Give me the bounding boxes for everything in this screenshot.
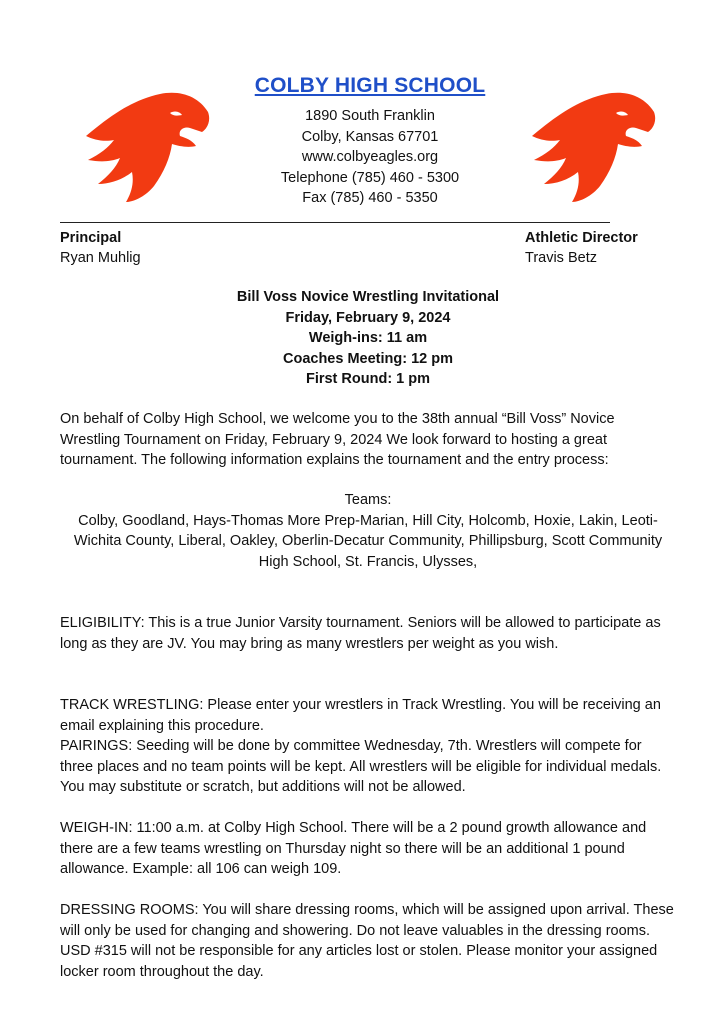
intro-paragraph: On behalf of Colby High School, we welcome you to the 38th annual “Bill Voss” Novice Wrestling Tournament on Friday, February 9, 2024 We look forward to hosting a great tournament. The following information explains the tournament and the entry process: <box>60 411 615 468</box>
principal-title: Principal <box>60 230 122 246</box>
event-details <box>60 287 676 390</box>
weigh-in-block <box>60 818 676 880</box>
pairings-paragraph: PAIRINGS: Seeding will be done by committee Wednesday, 7th. Wrestlers will compete for three places and no team points will be kept. All wrestlers will be eligible for individual medals. You may substitute or scratch, but additions will not be allowed. <box>60 738 662 795</box>
dressing-rooms-block <box>60 900 676 982</box>
address-street: 1890 South Franklin <box>305 108 435 124</box>
school-header <box>230 74 510 209</box>
teams-list: Colby, Goodland, Hays-Thomas More Prep-Marian, Hill City, Holcomb, Hoxie, Lakin, Leoti-Wichita County, Liberal, Oakley, Oberlin-Decatur Community, Phillipsburg, Scott Community High School, St. Francis, Ulysses, <box>73 512 663 570</box>
fax-text: Fax (785) 460 - 5350 <box>302 190 438 206</box>
teams-heading: Teams: <box>344 492 392 508</box>
eagle-logo-left-svg <box>80 76 212 204</box>
eagle-head-icon <box>526 76 658 204</box>
school-name-link[interactable]: COLBY HIGH SCHOOL <box>254 74 486 97</box>
teams-block <box>60 490 676 572</box>
athletic-director-name: Travis Betz <box>525 250 597 266</box>
event-coaches-meeting: Coaches Meeting: 12 pm <box>282 350 453 367</box>
track-wrestling-paragraph: TRACK WRESTLING: Please enter your wrestlers in Track Wrestling. You will be receiving an email explaining this procedure. <box>60 697 661 734</box>
event-first-round: First Round: 1 pm <box>305 371 431 387</box>
track-pairings-block <box>60 695 676 798</box>
website-text: www.colbyeagles.org <box>301 149 439 165</box>
event-name: Bill Voss Novice Wrestling Invitational <box>236 289 500 305</box>
weigh-in-paragraph: WEIGH-IN: 11:00 a.m. at Colby High School. There will be a 2 pound growth allowance and there are a few teams wrestling on Thursday night so there will be an additional 1 pound allowance. Example: all 106 can weigh 109. <box>60 820 647 877</box>
event-weigh-ins: Weigh-ins: 11 am <box>308 330 428 346</box>
athletic-director-title: Athletic Director <box>525 230 638 246</box>
eligibility-paragraph: ELIGIBILITY: This is a true Junior Varsity tournament. Seniors will be allowed to participate as long as they are JV. You may bring as many wrestlers per weight as you wish. <box>60 615 661 652</box>
header-divider <box>60 222 610 223</box>
principal-block <box>60 228 141 268</box>
intro-paragraph-block <box>60 409 676 471</box>
eagle-logo-right-svg <box>526 76 658 204</box>
principal-name: Ryan Muhlig <box>60 250 141 266</box>
event-date: Friday, February 9, 2024 <box>285 309 451 326</box>
dressing-rooms-paragraph: DRESSING ROOMS: You will share dressing rooms, which will be assigned upon arrival. These will only be used for changing and showering. Do not leave valuables in the dressing rooms. USD #315 will not be responsible for any articles lost or stolen. Please monitor your assigned locker room throughout the day. <box>60 902 674 980</box>
eligibility-block <box>60 613 676 654</box>
eagle-head-icon <box>80 76 212 204</box>
telephone-text: Telephone (785) 460 - 5300 <box>280 169 460 186</box>
athletic-director-block <box>525 228 638 268</box>
address-city: Colby, Kansas 67701 <box>301 128 439 145</box>
